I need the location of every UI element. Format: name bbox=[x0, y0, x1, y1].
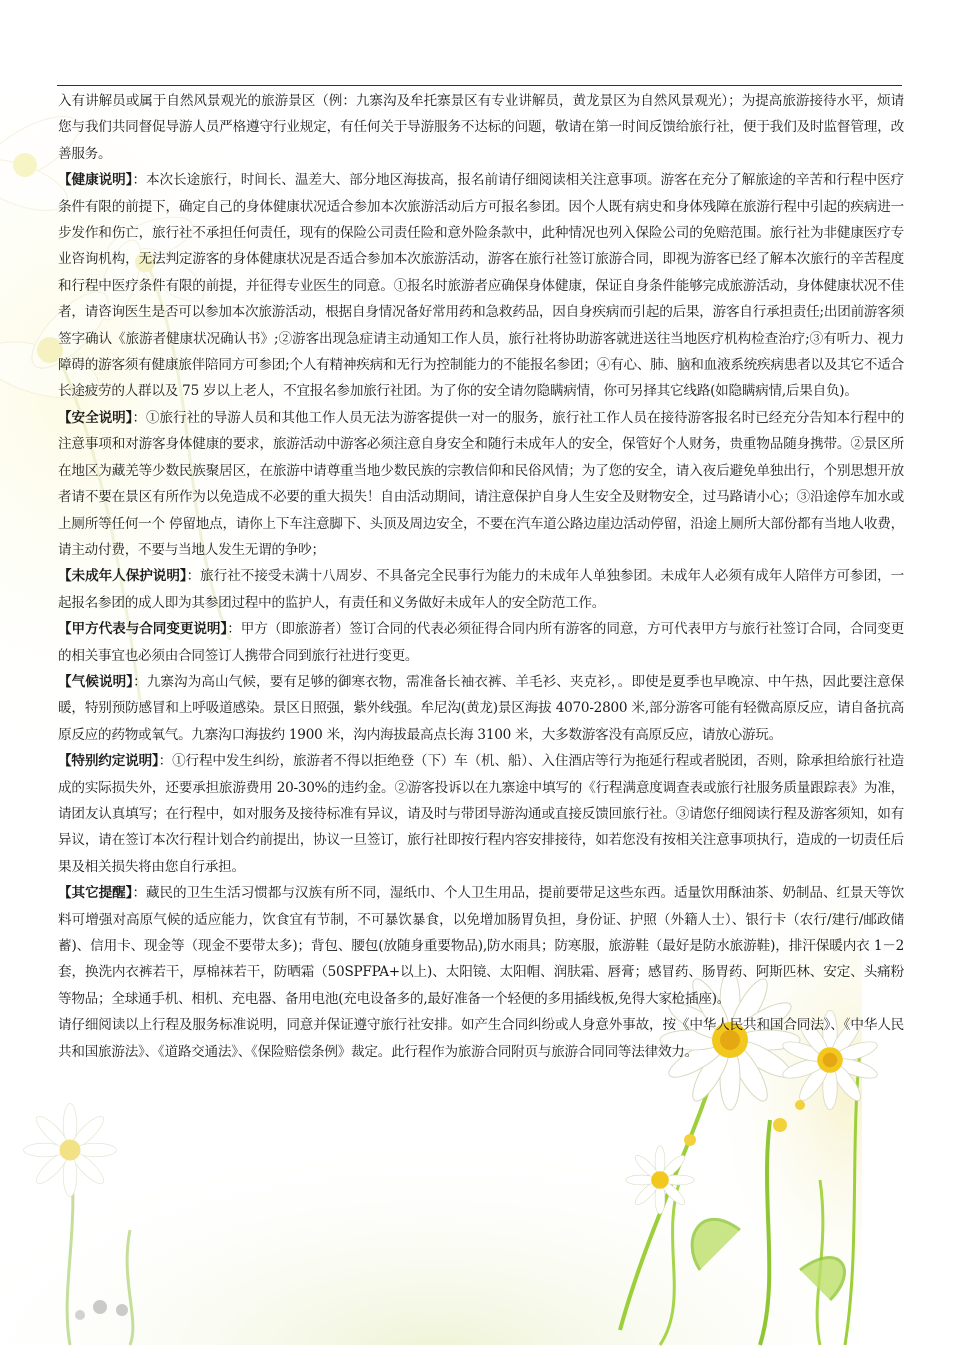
special-agreement-label: 【特别约定说明】 bbox=[58, 753, 159, 770]
climate-label: 【气候说明】 bbox=[58, 673, 134, 690]
safety-text: ：①旅行社的导游人员和其他工作人员无法为游客提供一对一的服务，旅行社工作人员在接待游客报名时已经充分告知本行程中的注意事项和对游客身体健康的要求，旅游活动中游客必须注意自身安全和随行未成年人的安全，保管好个人财务，贵重物品随身携带。②景区所在地区为藏羌等少数民族聚居区，在旅游中请尊重当地少数民族的宗教信仰和民俗风情；为了您的安全，请入夜后避免单独出行，个别思想开放者请不要在景区有所作为以免造成不必要的重大损失！自由活动期间，请注意保护自身人生安全及财物安全，过马路请小心；③沿途停车加水或上厕所等任何一个 停留地点，请你上下车注意脚下、头顶及周边安全，不要在汽车道公路边崖边活动停留，沿途上厕所大部份都有当地人收费，请主动付费，不要与当地人发生无谓的争吵； bbox=[58, 409, 904, 558]
health-section bbox=[58, 167, 904, 405]
special-agreement-text: ：①行程中发生纠纷，旅游者不得以拒绝登（下）车（机、船）、入住酒店等行为拖延行程或者脱团，否则，除承担给旅行社造成的实际损失外，还要承担旅游费用 20-30%的违约金。②游客投诉以在九寨途中填写的《行程满意度调查表或旅行社服务质量跟踪表》为准，请团友认真填写；在行程中，如对服务及接待标准有异议，请及时与带团导游沟通或直接反馈回旅行社。③请您仔细阅读行程及游客须知，如有异议，请在签订本次行程计划合约前提出，协议一旦签订，旅行社即按行程内容安排接待，如若您没有按相关注意事项执行，造成的一切责任后果及相关损失将由您自行承担。 bbox=[58, 753, 905, 875]
health-text: ：本次长途旅行，时间长、温差大、部分地区海拔高，报名前请仔细阅读相关注意事项。游客在充分了解旅途的辛苦和行程中医疗条件有限的前提下，确定自己的身体健康状况适合参加本次旅游活动后方可报名参团。因个人既有病史和身体残障在旅游行程中引起的疾病进一步发作和伤亡，旅行社不承担任何责任，现有的保险公司责任险和意外险条款中，此种情况也列入保险公司的免赔范围。旅行社为非健康医疗专业咨询机构，无法判定游客的身体健康状况是否适合参加本次旅游活动，游客在旅行社签订旅游合同，即视为游客已经了解本次旅行的辛苦程度和行程中医疗条件有限的前提，并征得专业医生的同意。①报名时旅游者应确保身体健康，保证自身条件能够完成旅游活动，身体健康状况不佳者，请咨询医生是否可以参加本次旅游活动，根据自身情况备好常用药和急救药品，因自身疾病而引起的后果，游客自行承担责任;出团前游客须签字确认《旅游者健康状况确认书》;②游客出现急症请主动通知工作人员，旅行社将协助游客就进送往当地医疗机构检查治疗;③有听力、视力障碍的游客须有健康旅伴陪同方可参团;个人有精神疾病和无行为控制能力的不能报名参团；④有心、肺、脑和血液系统疾病患者以及其它不适合长途疲劳的人群以及 75 岁以上老人，不宜报名参加旅行社团。为了你的安全请勿隐瞒病情，你可另择其它线路(如隐瞒病情,后果自负)。 bbox=[58, 172, 904, 400]
minor-protection-section bbox=[58, 563, 904, 616]
closing-paragraph: 请仔细阅读以上行程及服务标准说明，同意并保证遵守旅行社安排。如产生合同纠纷或人身意外事故，按《中华人民共和国合同法》、《中华人民共和国旅游法》、《道路交通法》、《保险赔偿条例》裁定。此行程作为旅游合同附页与旅游合同同等法律效力。 bbox=[58, 1017, 904, 1060]
other-reminders-label: 【其它提醒】 bbox=[58, 885, 133, 902]
safety-label: 【安全说明】 bbox=[58, 409, 133, 426]
special-agreement-section bbox=[58, 748, 904, 880]
contract-change-label: 【甲方代表与合同变更说明】 bbox=[58, 621, 228, 638]
other-reminders-text: ：藏民的卫生生活习惯都与汉族有所不同，湿纸巾、个人卫生用品，提前要带足这些东西。适量饮用酥油茶、奶制品、红景天等饮料可增强对高原气候的适应能力，饮食宜有节制，不可暴饮暴食，以免增加肠胃负担，身份证、护照（外籍人士）、银行卡（农行/建行/邮政储蓄)、信用卡、现金等（现金不要带太多)；背包、腰包(放随身重要物品),防水雨具；防寒服，旅游鞋（最好是防水旅游鞋)，排汗保暖内衣 1－2 套，换洗内衣裤若干，厚棉袜若干，防晒霜（50SPFPA+以上)、太阳镜、太阳帽、润肤霜、唇膏；感冒药、肠胃药、阿斯匹林、安定、头痛粉等物品；全球通手机、相机、充电器、备用电池(充电设备多的,最好准备一个轻便的多用插线板,免得大家枪插座)。 bbox=[58, 885, 904, 1007]
header-rule bbox=[57, 85, 902, 86]
health-label: 【健康说明】 bbox=[58, 172, 133, 189]
daisy-small bbox=[626, 1146, 694, 1214]
minor-protection-text: ：旅行社不接受未满十八周岁、不具备完全民事行为能力的未成年人单独参团。未成年人必须有成年人陪伴方可参团，一起报名参团的成人即为其参团过程中的监护人，有责任和义务做好未成年人的安全防范工作。 bbox=[58, 568, 905, 611]
climate-section bbox=[58, 669, 904, 748]
contract-change-text: ：甲方（即旅游者）签订合同的代表必须征得合同内所有游客的同意，方可代表甲方与旅行社签订合同，合同变更的相关事宜也必须由合同签订人携带合同到旅行社进行变更。 bbox=[58, 621, 904, 664]
minor-protection-label: 【未成年人保护说明】 bbox=[58, 568, 187, 585]
intro-paragraph: 入有讲解员或属于自然风景观光的旅游景区（例：九寨沟及牟托寨景区有专业讲解员，黄龙景区为自然风景观光）；为提高旅游接待水平，烦请您与我们共同督促导游人员严格遵守行业规定，有任何关于导游服务不达标的问题，敬请在第一时间反馈给旅行社，便于我们及时监督管理，改善服务。 bbox=[58, 93, 904, 162]
other-reminders-section bbox=[58, 880, 904, 1012]
document-body bbox=[58, 88, 904, 1065]
safety-section bbox=[58, 405, 904, 563]
contract-change-section bbox=[58, 616, 904, 669]
climate-text: ：九寨沟为高山气候，要有足够的御寒衣物，需准备长袖衣裤、羊毛衫、夹克衫，。即使是夏季也早晚凉、中午热，因此要注意保暖，特别预防感冒和上呼吸道感染。景区日照强，紫外线强。牟尼沟(黄龙)景区海拔 4070-2800 米,部分游客可能有轻微高原反应，请自备抗高原反应的药物或氧气。九寨沟口海拔约 1900 米，沟内海拔最高点长海 3100 米，大多数游客没有高原反应，请放心游玩。 bbox=[58, 673, 905, 743]
